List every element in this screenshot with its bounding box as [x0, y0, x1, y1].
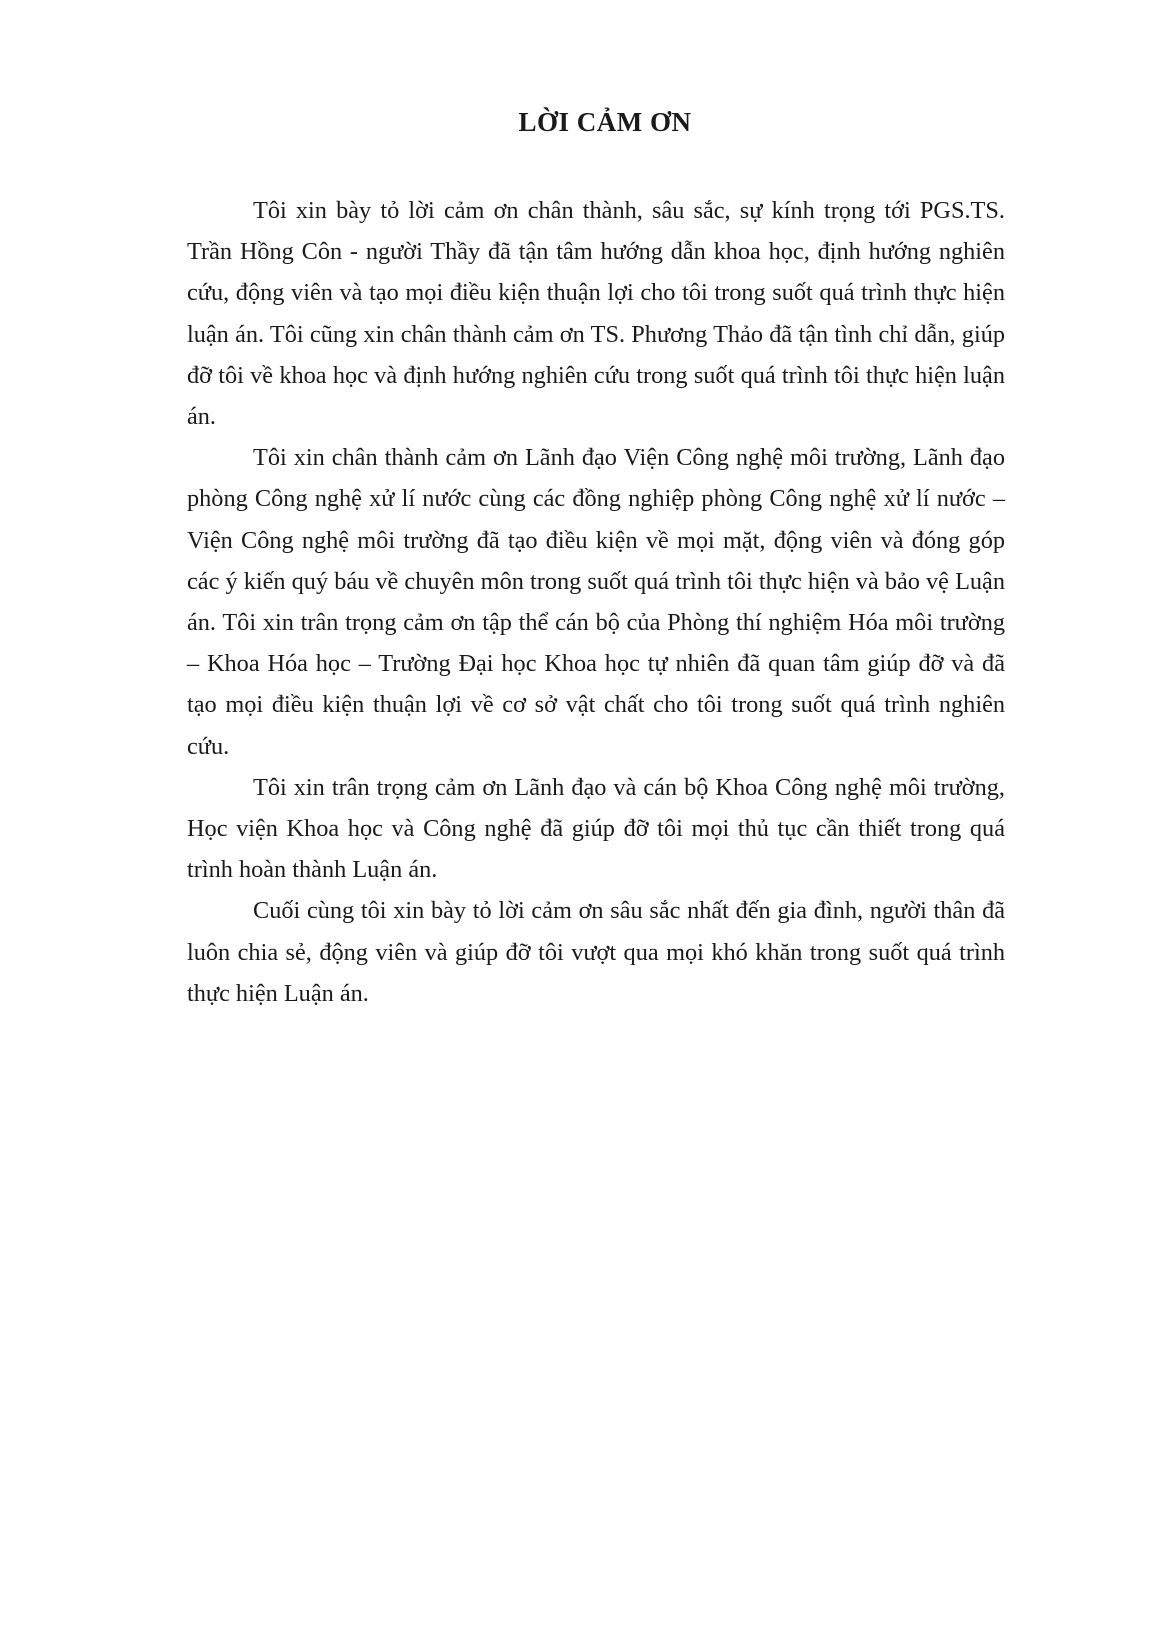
page-title: LỜI CẢM ƠN	[518, 107, 692, 137]
acknowledgement-body	[187, 190, 1005, 1014]
paragraph-2: Tôi xin chân thành cảm ơn Lãnh đạo Viện Công nghệ môi trường, Lãnh đạo phòng Công nghệ xử lí nước cùng các đồng nghiệp phòng Công nghệ xử lí nước – Viện Công nghệ môi trường đã tạo điều kiện về mọi mặt, động viên và đóng góp các ý kiến quý báu về chuyên môn trong suốt quá trình tôi thực hiện và bảo vệ Luận án. Tôi xin trân trọng cảm ơn tập thể cán bộ của Phòng thí nghiệm Hóa môi trường – Khoa Hóa học – Trường Đại học Khoa học tự nhiên đã quan tâm giúp đỡ và đã tạo mọi điều kiện thuận lợi về cơ sở vật chất cho tôi trong suốt quá trình nghiên cứu.	[187, 444, 1005, 760]
paragraph-1: Tôi xin bày tỏ lời cảm ơn chân thành, sâu sắc, sự kính trọng tới PGS.TS. Trần Hồng Côn - người Thầy đã tận tâm hướng dẫn khoa học, định hướng nghiên cứu, động viên và tạo mọi điều kiện thuận lợi cho tôi trong suốt quá trình thực hiện luận án. Tôi cũng xin chân thành cảm ơn TS. Phương Thảo đã tận tình chỉ dẫn, giúp đỡ tôi về khoa học và định hướng nghiên cứu trong suốt quá trình tôi thực hiện luận án.	[187, 197, 1005, 431]
paragraph-4: Cuối cùng tôi xin bày tỏ lời cảm ơn sâu sắc nhất đến gia đình, người thân đã luôn chia sẻ, động viên và giúp đỡ tôi vượt qua mọi khó khăn trong suốt quá trình thực hiện Luận án.	[187, 897, 1005, 1007]
paragraph-3: Tôi xin trân trọng cảm ơn Lãnh đạo và cán bộ Khoa Công nghệ môi trường, Học viện Khoa học và Công nghệ đã giúp đỡ tôi mọi thủ tục cần thiết trong quá trình hoàn thành Luận án.	[187, 773, 1005, 884]
